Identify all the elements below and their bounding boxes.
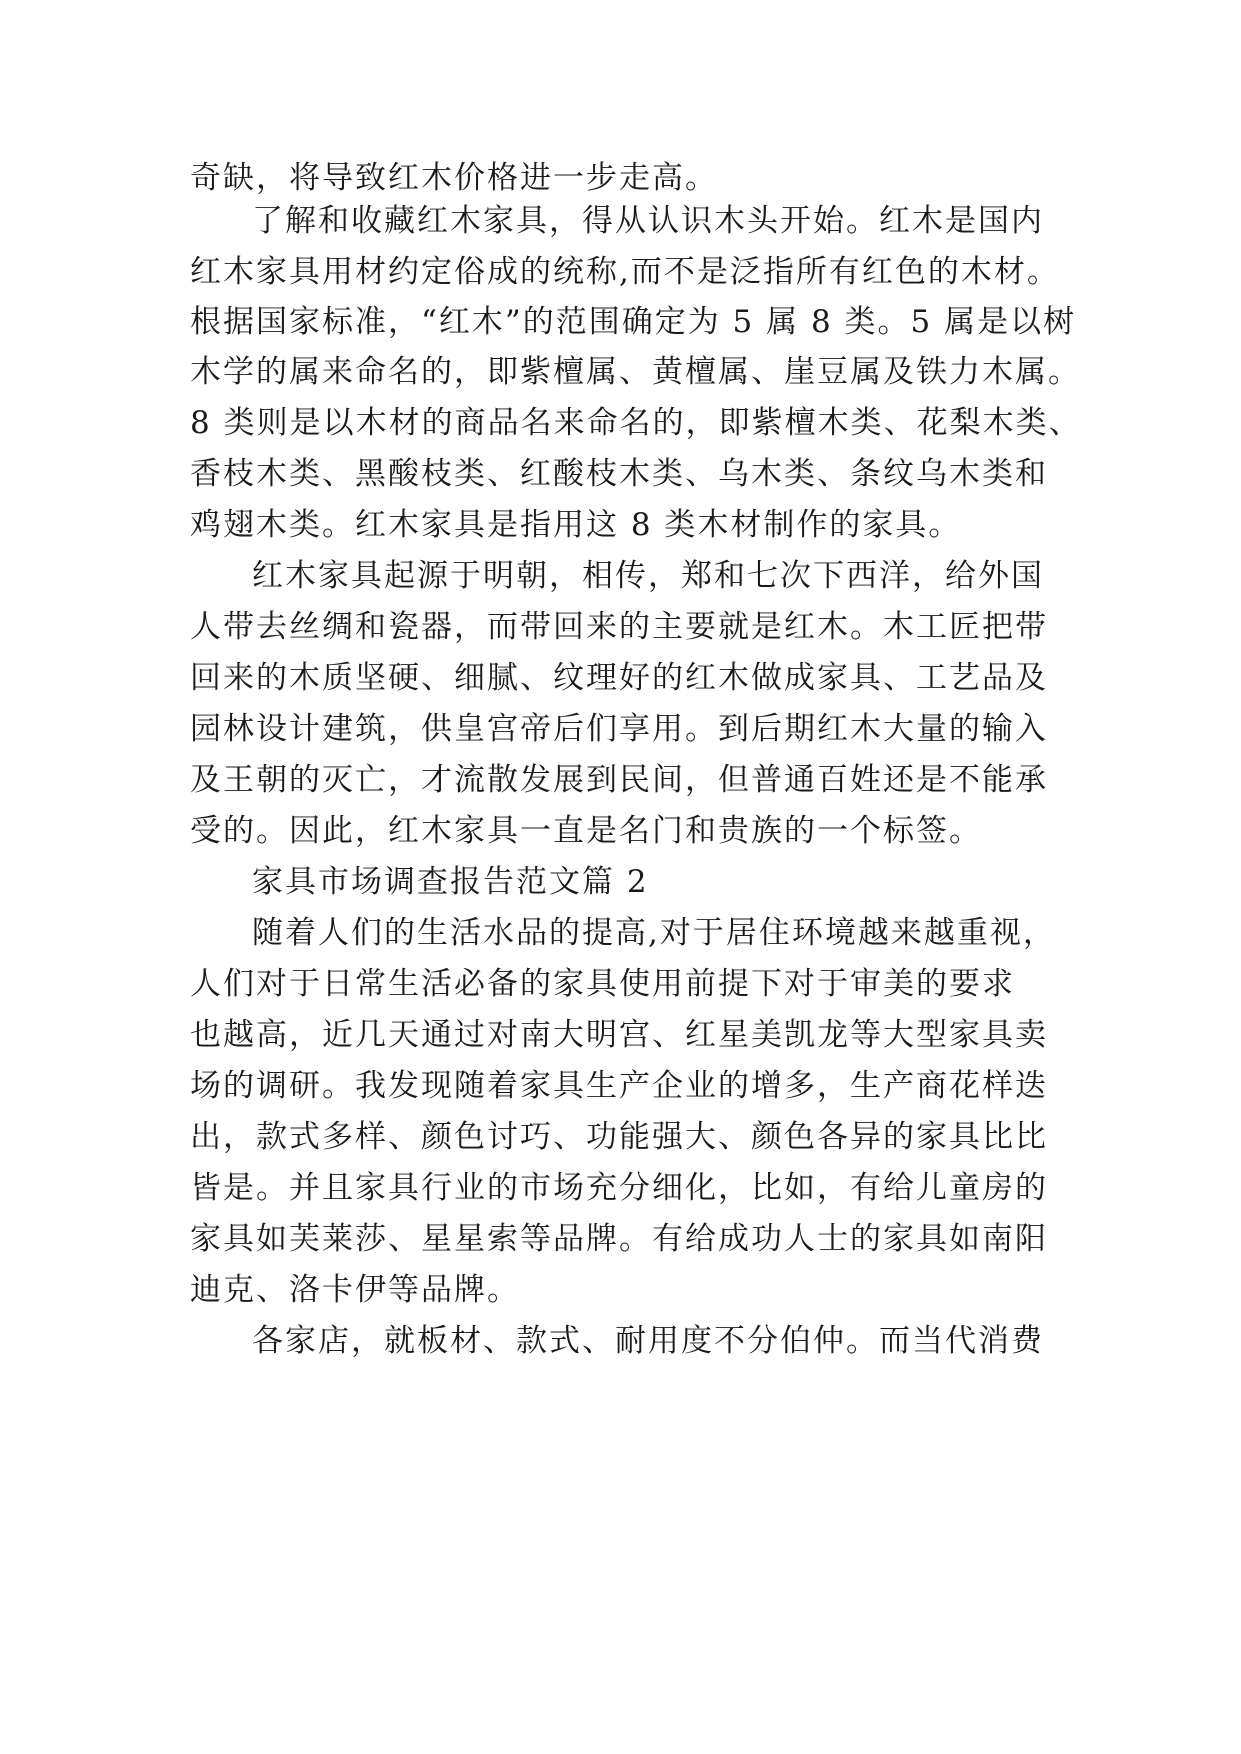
paragraph-start-line: 了解和收藏红木家具，得从认识木头开始。红木是国内 (252, 203, 1044, 239)
text-line: 人带去丝绸和瓷器，而带回来的主要就是红木。木工匠把带 (190, 609, 1048, 645)
text-line: 香枝木类、黑酸枝类、红酸枝木类、乌木类、条纹乌木类和 (190, 456, 1048, 492)
text-line: 奇缺，将导致红木价格进一步走高。 (190, 160, 718, 196)
paragraph-start-line: 红木家具起源于明朝，相传，郑和七次下西洋，给外国 (252, 558, 1044, 594)
text-line: 根据国家标准，“红木”的范围确定为 5 属 8 类。5 属是以树 (190, 304, 1077, 340)
text-line: 木学的属来命名的，即紫檀属、黄檀属、崖豆属及铁力木属。 (190, 354, 1081, 390)
text-line: 回来的木质坚硬、细腻、纹理好的红木做成家具、工艺品及 (190, 660, 1048, 696)
text-line: 场的调研。我发现随着家具生产企业的增多，生产商花样迭 (190, 1068, 1048, 1104)
text-line: 红木家具用材约定俗成的统称,而不是泛指所有红色的木材。 (190, 254, 1060, 290)
text-line: 8 类则是以木材的商品名来命名的，即紫檀木类、花梨木类、 (190, 405, 1082, 441)
text-line: 鸡翅木类。红木家具是指用这 8 类木材制作的家具。 (190, 507, 962, 543)
text-line: 受的。因此，红木家具一直是名门和贵族的一个标签。 (190, 813, 982, 849)
section-heading: 家具市场调查报告范文篇 2 (252, 864, 649, 900)
text-line: 迪克、洛卡伊等品牌。 (190, 1272, 520, 1308)
text-line: 家具如芙莱莎、星星索等品牌。有给成功人士的家具如南阳 (190, 1221, 1048, 1257)
text-line: 人们对于日常生活必备的家具使用前提下对于审美的要求 (190, 966, 1015, 1002)
text-line: 皆是。并且家具行业的市场充分细化，比如，有给儿童房的 (190, 1170, 1048, 1206)
text-line: 也越高，近几天通过对南大明宫、红星美凯龙等大型家具卖 (190, 1017, 1048, 1053)
paragraph-start-line: 各家店，就板材、款式、耐用度不分伯仲。而当代消费 (252, 1323, 1044, 1359)
text-line: 园林设计建筑，供皇宫帝后们享用。到后期红木大量的输入 (190, 711, 1048, 747)
paragraph-start-line: 随着人们的生活水品的提高,对于居住环境越来越重视， (252, 915, 1056, 951)
text-line: 及王朝的灭亡，才流散发展到民间，但普通百姓还是不能承 (190, 762, 1048, 798)
text-line: 出，款式多样、颜色讨巧、功能强大、颜色各异的家具比比 (190, 1119, 1048, 1155)
